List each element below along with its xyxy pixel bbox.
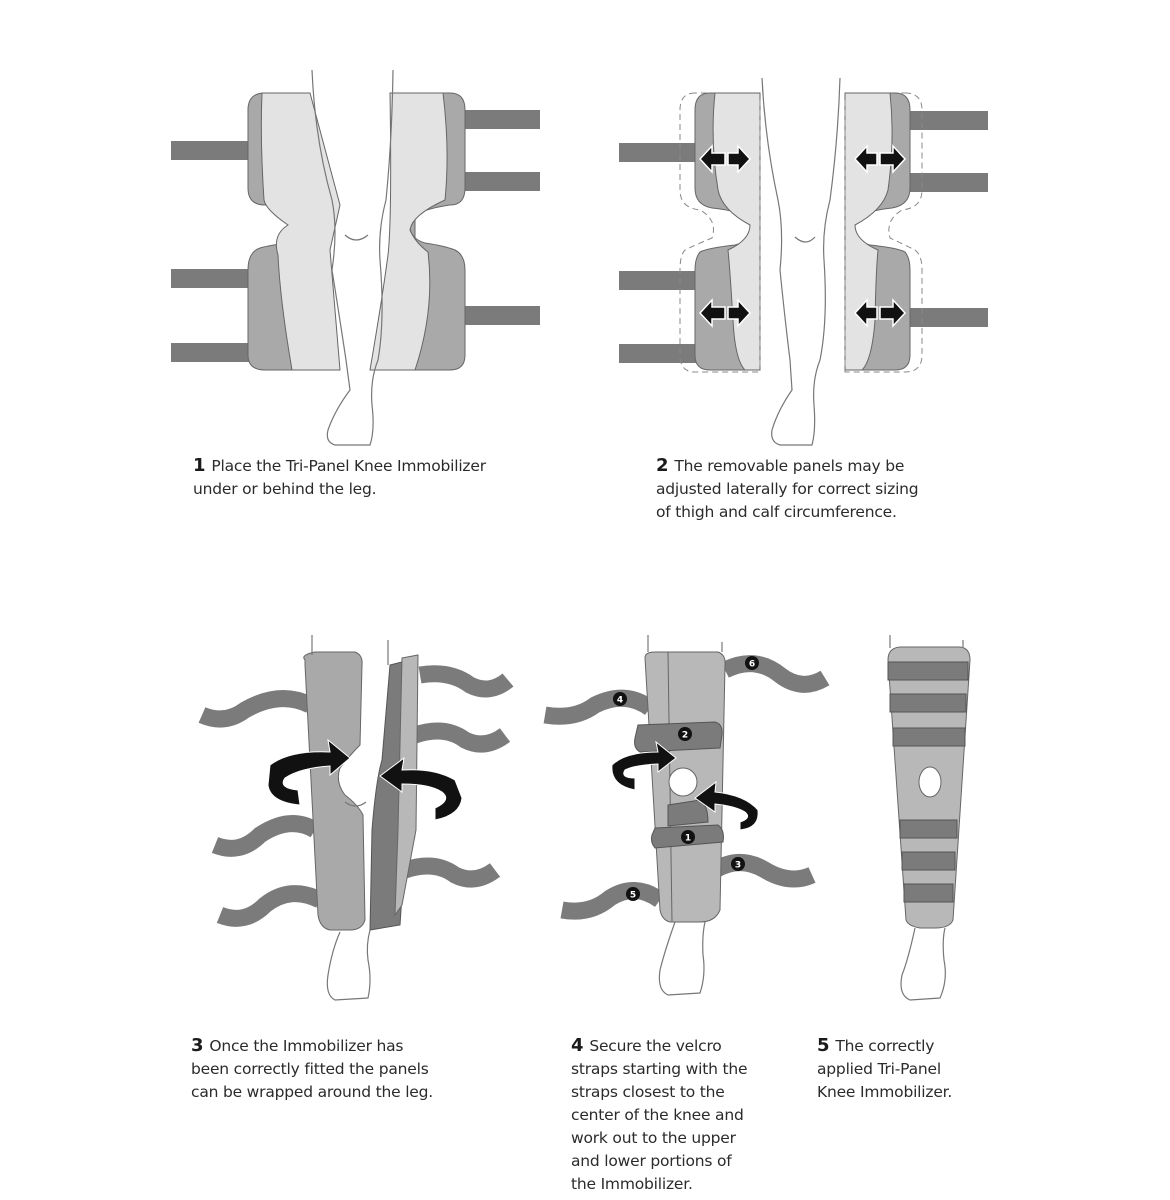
knee-opening (919, 767, 941, 797)
strap (619, 271, 699, 290)
step-2-caption: 2 The removable panels may be adjusted laterally for correct sizing of thigh and calf circumference. (656, 455, 919, 521)
strap-right-upper-2 (460, 172, 540, 191)
strap-left-upper (171, 141, 251, 160)
strap-left-lower-1 (171, 269, 251, 288)
strap-number-1 (681, 830, 695, 844)
step-number: 4 (571, 1035, 584, 1056)
strap-right-lower (460, 306, 540, 325)
svg-text:1: 1 (684, 833, 692, 844)
strap-number-6 (745, 656, 759, 670)
step-number: 1 (193, 455, 206, 476)
strap-left-lower-2 (171, 343, 251, 362)
wrap-arrow-icon (268, 740, 462, 820)
step-4-caption: 4 Secure the velcro straps starting with the straps closest to the center of the knee and work out to the upper and lower portions of the Immobilizer. (571, 1035, 748, 1193)
step-5-caption: 5 The correctly applied Tri-Panel Knee Immobilizer. (817, 1035, 953, 1101)
strap-number-5 (626, 887, 640, 901)
strap (908, 111, 988, 130)
step-1-caption: 1 Place the Tri-Panel Knee Immobilizer under or behind the leg. (193, 455, 486, 498)
velcro-strap-2 (635, 722, 723, 752)
svg-text:3: 3 (734, 860, 742, 871)
step-4-illustration (540, 630, 840, 1030)
step-number: 2 (656, 455, 669, 476)
strap (908, 173, 988, 192)
strap (619, 143, 699, 162)
strap-number-2 (678, 727, 692, 741)
strap-right-upper-1 (460, 110, 540, 129)
strap (619, 344, 699, 363)
leg-outline (762, 78, 840, 445)
strap-tab (668, 800, 708, 826)
strap (908, 308, 988, 327)
knee-opening (669, 768, 697, 796)
step-number: 5 (817, 1035, 830, 1056)
strap-number-3 (731, 857, 745, 871)
step-3-illustration (190, 630, 520, 1030)
svg-text:4: 4 (616, 695, 624, 706)
step-5-illustration (860, 630, 1000, 1030)
strap-number-4 (613, 692, 627, 706)
svg-text:6: 6 (748, 659, 756, 670)
step-3-caption: 3 Once the Immobilizer has been correctly fitted the panels can be wrapped around the leg. (191, 1035, 434, 1101)
step-number: 3 (191, 1035, 204, 1056)
svg-text:2: 2 (681, 730, 689, 741)
step-2-illustration (600, 60, 1000, 460)
step-1-illustration (160, 60, 560, 460)
svg-text:5: 5 (629, 890, 637, 901)
